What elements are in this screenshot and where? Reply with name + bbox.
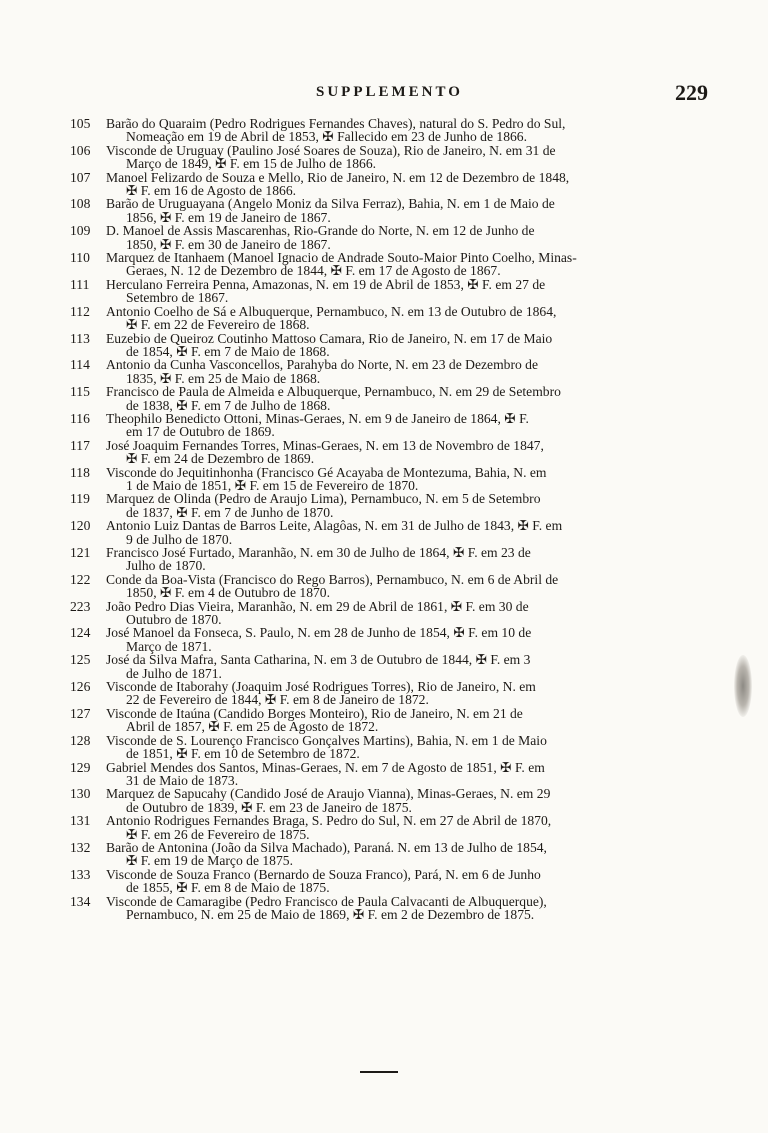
list-item xyxy=(70,358,706,385)
entry-text xyxy=(106,278,706,305)
entry-line: 31 de Maio de 1873. xyxy=(126,772,239,788)
list-item xyxy=(70,197,706,224)
entry-text xyxy=(106,680,706,707)
entry-line: 1 de Maio de 1851, ✠ F. em 15 de Fevereiro de 1870. xyxy=(126,477,419,493)
list-item xyxy=(70,251,706,278)
entry-number: 126 xyxy=(70,679,91,695)
entry-text xyxy=(106,546,706,573)
entry-number: 118 xyxy=(70,464,90,480)
page-header xyxy=(300,80,708,110)
list-item xyxy=(70,412,706,439)
entry-text xyxy=(106,600,706,627)
list-item xyxy=(70,519,706,546)
entry-text xyxy=(106,144,706,171)
entry-line: Outubro de 1870. xyxy=(126,612,222,628)
list-item xyxy=(70,332,706,359)
list-item xyxy=(70,707,706,734)
entry-number: 108 xyxy=(70,196,91,212)
entry-line: ✠ F. em 26 de Fevereiro de 1875. xyxy=(126,826,310,842)
entry-line: Pernambuco, N. em 25 de Maio de 1869, ✠ F. em 2 de Dezembro de 1875. xyxy=(126,906,535,922)
entry-number: 129 xyxy=(70,759,91,775)
list-item xyxy=(70,278,706,305)
entry-line: José da Silva Mafra, Santa Catharina, N. em 3 de Outubro de 1844, ✠ F. em 3 xyxy=(106,652,531,668)
entry-line: Marquez de Sapucahy (Candido José de Araujo Vianna), Minas-Geraes, N. em 29 xyxy=(106,786,551,802)
entry-line: Antonio Rodrigues Fernandes Braga, S. Pedro do Sul, N. em 27 de Abril de 1870, xyxy=(106,813,552,829)
entry-line: Marquez de Olinda (Pedro de Araujo Lima), Pernambuco, N. em 5 de Setembro xyxy=(106,491,541,507)
entry-line: de 1854, ✠ F. em 7 de Maio de 1868. xyxy=(126,343,330,359)
entry-line: Marquez de Itanhaem (Manoel Ignacio de Andrade Souto-Maior Pinto Coelho, Minas- xyxy=(106,250,577,266)
list-item xyxy=(70,573,706,600)
entry-line: Julho de 1870. xyxy=(126,558,206,574)
list-item xyxy=(70,224,706,251)
entry-text xyxy=(106,787,706,814)
entry-text xyxy=(106,305,706,332)
list-item xyxy=(70,734,706,761)
list-item xyxy=(70,761,706,788)
list-item xyxy=(70,895,706,922)
entry-text xyxy=(106,385,706,412)
entry-text xyxy=(106,734,706,761)
entry-line: Visconde de Camaragibe (Pedro Francisco de Paula Calvacanti de Albuquerque), xyxy=(106,893,547,909)
entry-number: 124 xyxy=(70,625,91,641)
entry-line: Francisco de Paula de Almeida e Albuquerque, Pernambuco, N. em 29 de Setembro xyxy=(106,384,561,400)
list-item xyxy=(70,814,706,841)
entry-line: de 1838, ✠ F. em 7 de Julho de 1868. xyxy=(126,397,331,413)
entry-line: de 1837, ✠ F. em 7 de Junho de 1870. xyxy=(126,504,334,520)
list-item xyxy=(70,600,706,627)
entry-text xyxy=(106,707,706,734)
entry-line: Março de 1849, ✠ F. em 15 de Julho de 1866. xyxy=(126,156,377,172)
entry-number: 105 xyxy=(70,116,91,131)
entry-line: ✠ F. em 22 de Fevereiro de 1868. xyxy=(126,317,310,333)
entry-line: Gabriel Mendes dos Santos, Minas-Geraes, N. em 7 de Agosto de 1851, ✠ F. em xyxy=(106,759,545,775)
entry-line: Barão de Uruguayana (Angelo Moniz da Silva Ferraz), Bahia, N. em 1 de Maio de xyxy=(106,196,555,212)
entry-line: em 17 de Outubro de 1869. xyxy=(126,424,275,440)
entry-line: Antonio Luiz Dantas de Barros Leite, Alagôas, N. em 31 de Julho de 1843, ✠ F. em xyxy=(106,518,563,534)
list-item xyxy=(70,305,706,332)
list-item xyxy=(70,492,706,519)
entry-number: 109 xyxy=(70,223,91,239)
entry-line: José Manoel da Fonseca, S. Paulo, N. em 28 de Junho de 1854, ✠ F. em 10 de xyxy=(106,625,532,641)
footer-rule xyxy=(360,1071,398,1073)
entry-line: 1850, ✠ F. em 4 de Outubro de 1870. xyxy=(126,585,330,601)
entry-text xyxy=(106,251,706,278)
entry-text xyxy=(106,814,706,841)
entry-number: 112 xyxy=(70,303,90,319)
entry-number: 223 xyxy=(70,598,91,614)
entry-number: 110 xyxy=(70,250,90,266)
entry-number: 116 xyxy=(70,410,90,426)
entry-text xyxy=(106,171,706,198)
entry-line: Barão de Antonina (João da Silva Machado), Paraná. N. em 13 de Julho de 1854, xyxy=(106,839,547,855)
entry-number: 117 xyxy=(70,437,90,453)
entry-line: ✠ F. em 24 de Dezembro de 1869. xyxy=(126,451,315,467)
entry-text xyxy=(106,626,706,653)
entry-number: 131 xyxy=(70,813,91,829)
entry-line: Visconde de Itaborahy (Joaquim José Rodrigues Torres), Rio de Janeiro, N. em xyxy=(106,679,536,695)
entry-line: João Pedro Dias Vieira, Maranhão, N. em 29 de Abril de 1861, ✠ F. em 30 de xyxy=(106,598,529,614)
entry-list xyxy=(70,117,706,921)
entry-line: Abril de 1857, ✠ F. em 25 de Agosto de 1872. xyxy=(126,719,379,735)
entry-text xyxy=(106,841,706,868)
entry-text xyxy=(106,653,706,680)
entry-number: 130 xyxy=(70,786,91,802)
entry-line: 1850, ✠ F. em 30 de Janeiro de 1867. xyxy=(126,236,331,252)
entry-text xyxy=(106,358,706,385)
entry-number: 115 xyxy=(70,384,90,400)
entry-line: de 1851, ✠ F. em 10 de Setembro de 1872. xyxy=(126,746,360,762)
entry-line: de Outubro de 1839, ✠ F. em 23 de Janeiro de 1875. xyxy=(126,799,412,815)
entry-text xyxy=(106,197,706,224)
list-item xyxy=(70,466,706,493)
entry-line: ✠ F. em 19 de Março de 1875. xyxy=(126,853,293,869)
entry-line: Manoel Felizardo de Souza e Mello, Rio de Janeiro, N. em 12 de Dezembro de 1848, xyxy=(106,169,570,185)
list-item xyxy=(70,653,706,680)
entry-number: 106 xyxy=(70,142,91,158)
list-item xyxy=(70,171,706,198)
entry-line: 1835, ✠ F. em 25 de Maio de 1868. xyxy=(126,370,321,386)
list-item xyxy=(70,117,706,144)
list-item xyxy=(70,868,706,895)
entry-line: Visconde do Jequitinhonha (Francisco Gé Acayaba de Montezuma, Bahia, N. em xyxy=(106,464,547,480)
entry-number: 128 xyxy=(70,732,91,748)
entry-line: ✠ F. em 16 de Agosto de 1866. xyxy=(126,183,297,199)
entry-text xyxy=(106,868,706,895)
entry-line: Euzebio de Queiroz Coutinho Mattoso Camara, Rio de Janeiro, N. em 17 de Maio xyxy=(106,330,553,346)
entry-number: 134 xyxy=(70,893,91,909)
entry-line: Francisco José Furtado, Maranhão, N. em 30 de Julho de 1864, ✠ F. em 23 de xyxy=(106,545,531,560)
list-item xyxy=(70,680,706,707)
entry-line: José Joaquim Fernandes Torres, Minas-Geraes, N. em 13 de Novembro de 1847, xyxy=(106,437,544,453)
entry-text xyxy=(106,761,706,788)
entry-number: 122 xyxy=(70,571,91,587)
entry-line: de Julho de 1871. xyxy=(126,665,222,681)
entry-text xyxy=(106,492,706,519)
entry-number: 121 xyxy=(70,545,91,560)
entry-line: Barão do Quaraim (Pedro Rodrigues Fernandes Chaves), natural do S. Pedro do Sul, xyxy=(106,116,566,131)
entry-text xyxy=(106,519,706,546)
entry-line: Visconde de Souza Franco (Bernardo de Souza Franco), Pará, N. em 6 de Junho xyxy=(106,866,541,882)
entry-text xyxy=(106,439,706,466)
entry-number: 111 xyxy=(70,276,90,292)
entry-line: de 1855, ✠ F. em 8 de Maio de 1875. xyxy=(126,880,330,896)
entry-number: 113 xyxy=(70,330,90,346)
entry-line: Visconde de S. Lourenço Francisco Gonçalves Martins), Bahia, N. em 1 de Maio xyxy=(106,732,547,748)
list-item xyxy=(70,439,706,466)
entry-text xyxy=(106,895,706,922)
entry-line: Antonio Coelho de Sá e Albuquerque, Pernambuco, N. em 13 de Outubro de 1864, xyxy=(106,303,557,319)
entry-line: Geraes, N. 12 de Dezembro de 1844, ✠ F. em 17 de Agosto de 1867. xyxy=(126,263,501,279)
entry-text xyxy=(106,224,706,251)
entry-line: 22 de Fevereiro de 1844, ✠ F. em 8 de Janeiro de 1872. xyxy=(126,692,429,708)
entry-line: Herculano Ferreira Penna, Amazonas, N. em 19 de Abril de 1853, ✠ F. em 27 de xyxy=(106,276,546,292)
entry-line: 9 de Julho de 1870. xyxy=(126,531,233,547)
entry-line: Conde da Boa-Vista (Francisco do Rego Barros), Pernambuco, N. em 6 de Abril de xyxy=(106,571,559,587)
running-title: SUPPLEMENTO xyxy=(316,84,463,100)
entry-text xyxy=(106,412,706,439)
entry-line: Nomeação em 19 de Abril de 1853, ✠ Fallecido em 23 de Junho de 1866. xyxy=(126,129,527,145)
list-item xyxy=(70,546,706,573)
entry-number: 120 xyxy=(70,518,91,534)
entry-text xyxy=(106,117,706,144)
entry-number: 133 xyxy=(70,866,91,882)
entry-line: 1856, ✠ F. em 19 de Janeiro de 1867. xyxy=(126,209,331,225)
entry-text xyxy=(106,332,706,359)
list-item xyxy=(70,626,706,653)
entry-number: 132 xyxy=(70,839,91,855)
entry-number: 127 xyxy=(70,705,91,721)
entry-line: Antonio da Cunha Vasconcellos, Parahyba do Norte, N. em 23 de Dezembro de xyxy=(106,357,538,373)
list-item xyxy=(70,787,706,814)
entry-text xyxy=(106,466,706,493)
entry-number: 114 xyxy=(70,357,90,373)
entry-number: 107 xyxy=(70,169,91,185)
list-item xyxy=(70,385,706,412)
entry-number: 125 xyxy=(70,652,91,668)
entry-line: Visconde de Uruguay (Paulino José Soares de Souza), Rio de Janeiro, N. em 31 de xyxy=(106,142,556,158)
entry-number: 119 xyxy=(70,491,90,507)
page-number: 229 xyxy=(675,80,708,105)
entry-line: Visconde de Itaúna (Candido Borges Monteiro), Rio de Janeiro, N. em 21 de xyxy=(106,705,523,721)
margin-stain xyxy=(734,655,752,717)
list-item xyxy=(70,841,706,868)
list-item xyxy=(70,144,706,171)
entry-line: Setembro de 1867. xyxy=(126,290,229,306)
entry-text xyxy=(106,573,706,600)
entry-line: D. Manoel de Assis Mascarenhas, Rio-Grande do Norte, N. em 12 de Junho de xyxy=(106,223,535,239)
entry-line: Theophilo Benedicto Ottoni, Minas-Geraes, N. em 9 de Janeiro de 1864, ✠ F. xyxy=(106,410,529,426)
entry-line: Março de 1871. xyxy=(126,638,212,654)
